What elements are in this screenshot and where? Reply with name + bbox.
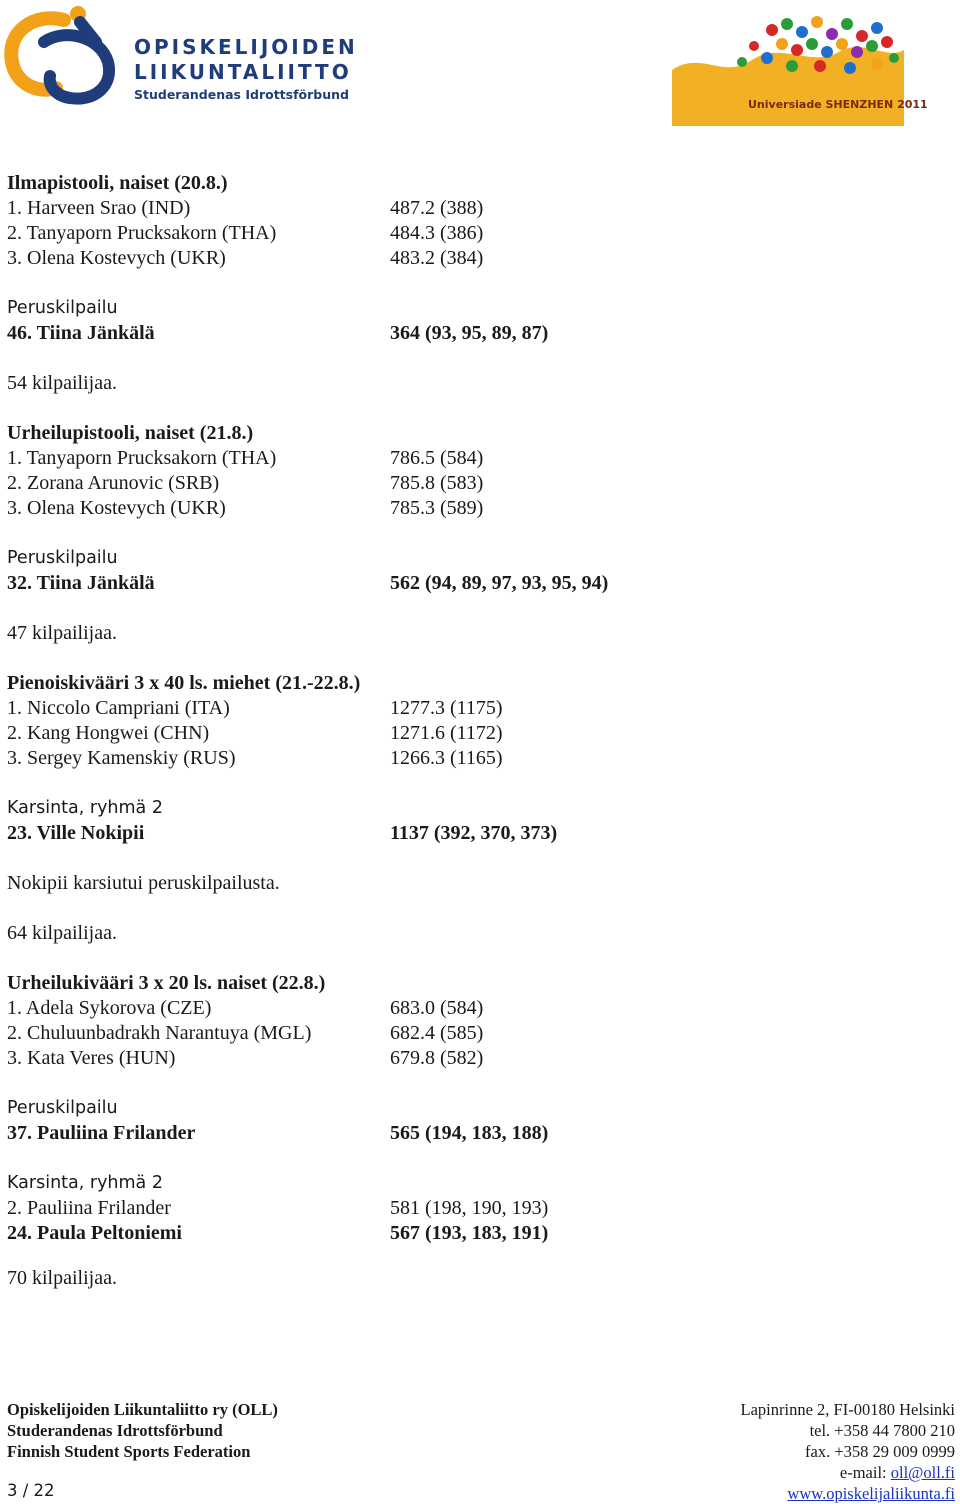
email-line <box>741 1462 955 1483</box>
logo-line3: Studerandenas Idrottsförbund <box>134 87 349 102</box>
results-content <box>7 171 947 1291</box>
result-row <box>7 1046 947 1071</box>
footer-contact <box>741 1399 955 1504</box>
universiade-logo <box>672 10 928 126</box>
athlete: 32. Tiina Jänkälä <box>7 572 155 594</box>
section-title: Urheilukivääri 3 x 20 ls. naiset (22.8.) <box>7 972 326 994</box>
result-row <box>7 246 947 271</box>
round-label: Peruskilpailu <box>7 1098 118 1118</box>
result-row <box>7 996 947 1021</box>
fax: fax. +358 29 009 0999 <box>805 1442 955 1461</box>
score: 683.0 (584) <box>390 997 484 1019</box>
athlete: 3. Sergey Kamenskiy (RUS) <box>7 747 236 769</box>
score: 1266.3 (1165) <box>390 747 503 769</box>
section-title: Urheilupistooli, naiset (21.8.) <box>7 422 254 444</box>
score: 567 (193, 183, 191) <box>390 1222 549 1244</box>
website-line <box>741 1483 955 1504</box>
score: 785.3 (589) <box>390 497 484 519</box>
email-label: e-mail: <box>839 1463 891 1482</box>
oll-logo-emblem-icon <box>4 2 358 106</box>
logo-line1: OPISKELIJOIDEN <box>134 35 358 59</box>
universiade-emblem-icon <box>672 10 928 126</box>
athlete: 3. Kata Veres (HUN) <box>7 1047 176 1069</box>
athlete: 46. Tiina Jänkälä <box>7 322 155 344</box>
participant-count: 70 kilpailijaa. <box>7 1267 117 1289</box>
score: 484.3 (386) <box>390 222 484 244</box>
athlete: 1. Niccolo Campriani (ITA) <box>7 697 230 719</box>
round-label: Peruskilpailu <box>7 298 118 318</box>
email-link[interactable]: oll@oll.fi <box>890 1463 955 1482</box>
score: 679.8 (582) <box>390 1047 484 1069</box>
athlete: 37. Pauliina Frilander <box>7 1122 196 1144</box>
org-name-en: Finnish Student Sports Federation <box>7 1442 251 1461</box>
result-row <box>7 696 947 721</box>
footer-organization <box>7 1399 278 1462</box>
result-row <box>7 446 947 471</box>
athlete: 2. Pauliina Frilander <box>7 1197 171 1219</box>
athlete: 1. Tanyaporn Prucksakorn (THA) <box>7 447 277 469</box>
note-text: Nokipii karsiutui peruskilpailusta. <box>7 872 280 894</box>
participant-count: 47 kilpailijaa. <box>7 622 117 644</box>
result-row <box>7 471 947 496</box>
result-row <box>7 196 947 221</box>
athlete: 3. Olena Kostevych (UKR) <box>7 247 226 269</box>
finnish-result-row <box>7 1221 947 1246</box>
finnish-result-row <box>7 1196 947 1221</box>
result-row <box>7 721 947 746</box>
athlete: 3. Olena Kostevych (UKR) <box>7 497 226 519</box>
logo-line2: LIIKUNTALIITTO <box>134 60 352 84</box>
org-name-fi: Opiskelijoiden Liikuntaliitto ry (OLL) <box>7 1400 278 1419</box>
score: 1137 (392, 370, 373) <box>390 822 558 844</box>
result-row <box>7 221 947 246</box>
universiade-logo-text: Universiade SHENZHEN 2011 <box>748 98 928 111</box>
score: 1277.3 (1175) <box>390 697 503 719</box>
section-title: Ilmapistooli, naiset (20.8.) <box>7 172 228 194</box>
finnish-result-row <box>7 821 947 846</box>
score: 562 (94, 89, 97, 93, 95, 94) <box>390 572 609 594</box>
athlete: 2. Tanyaporn Prucksakorn (THA) <box>7 222 277 244</box>
round-label: Karsinta, ryhmä 2 <box>7 798 163 818</box>
participant-count: 64 kilpailijaa. <box>7 922 117 944</box>
score: 364 (93, 95, 89, 87) <box>390 322 549 344</box>
participant-count: 54 kilpailijaa. <box>7 372 117 394</box>
finnish-result-row <box>7 1121 947 1146</box>
oll-logo <box>4 2 358 106</box>
finnish-result-row <box>7 571 947 596</box>
athlete: 1. Adela Sykorova (CZE) <box>7 997 212 1019</box>
athlete: 23. Ville Nokipii <box>7 822 145 844</box>
athlete: 1. Harveen Srao (IND) <box>7 197 191 219</box>
score: 487.2 (388) <box>390 197 484 219</box>
finnish-result-row <box>7 321 947 346</box>
result-row <box>7 746 947 771</box>
result-row <box>7 1021 947 1046</box>
result-row <box>7 496 947 521</box>
address: Lapinrinne 2, FI-00180 Helsinki <box>740 1400 955 1419</box>
score: 581 (198, 190, 193) <box>390 1197 549 1219</box>
score: 682.4 (585) <box>390 1022 484 1044</box>
phone: tel. +358 44 7800 210 <box>809 1421 955 1440</box>
athlete: 2. Kang Hongwei (CHN) <box>7 722 210 744</box>
score: 786.5 (584) <box>390 447 484 469</box>
athlete: 24. Paula Peltoniemi <box>7 1222 182 1244</box>
page-number: 3 / 22 <box>7 1481 55 1500</box>
round-label: Karsinta, ryhmä 2 <box>7 1173 163 1193</box>
athlete: 2. Zorana Arunovic (SRB) <box>7 472 220 494</box>
score: 785.8 (583) <box>390 472 484 494</box>
score: 565 (194, 183, 188) <box>390 1122 549 1144</box>
score: 483.2 (384) <box>390 247 484 269</box>
score: 1271.6 (1172) <box>390 722 503 744</box>
round-label: Peruskilpailu <box>7 548 118 568</box>
website-link[interactable]: www.opiskelijaliikunta.fi <box>787 1484 955 1503</box>
athlete: 2. Chuluunbadrakh Narantuya (MGL) <box>7 1022 312 1044</box>
org-name-sv: Studerandenas Idrottsförbund <box>7 1421 223 1440</box>
section-title: Pienoiskivääri 3 x 40 ls. miehet (21.-22.8.) <box>7 672 361 694</box>
